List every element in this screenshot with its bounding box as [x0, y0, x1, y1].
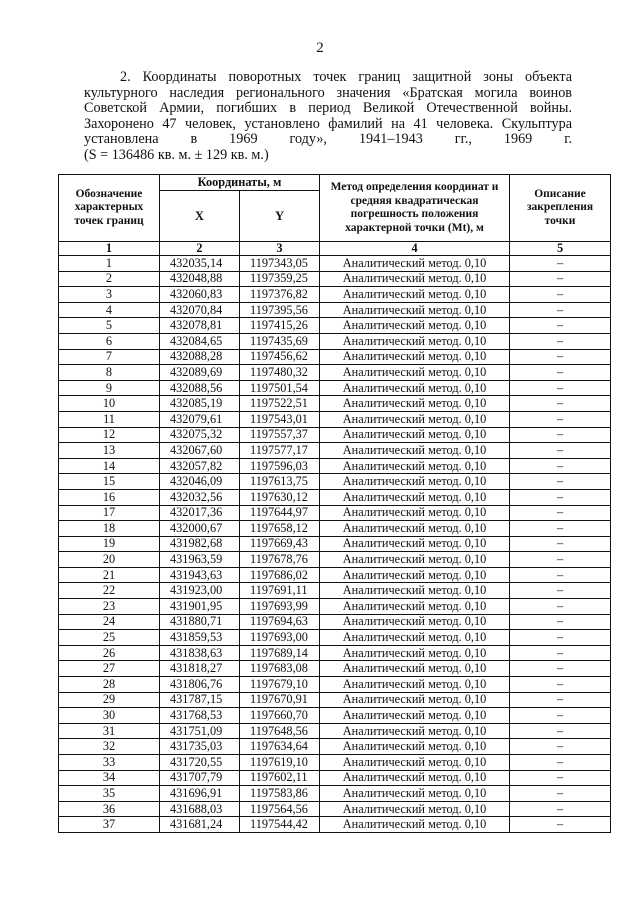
coord-y: 1197544,42 — [240, 817, 320, 833]
description-cell: – — [510, 708, 611, 724]
point-number: 22 — [59, 583, 160, 599]
coord-y: 1197694,63 — [240, 614, 320, 630]
coord-y: 1197679,10 — [240, 677, 320, 693]
point-number: 23 — [59, 599, 160, 615]
coord-x: 431707,79 — [160, 770, 240, 786]
point-number: 24 — [59, 614, 160, 630]
coord-x: 431751,09 — [160, 723, 240, 739]
coord-y: 1197686,02 — [240, 567, 320, 583]
header-x: X — [160, 191, 240, 242]
coord-y: 1197596,03 — [240, 458, 320, 474]
method-cell: Аналитический метод. 0,10 — [320, 739, 510, 755]
col-number: 4 — [320, 242, 510, 256]
coord-y: 1197359,25 — [240, 271, 320, 287]
coord-y: 1197343,05 — [240, 256, 320, 272]
coord-y: 1197415,26 — [240, 318, 320, 334]
point-number: 34 — [59, 770, 160, 786]
method-cell: Аналитический метод. 0,10 — [320, 489, 510, 505]
table-row — [59, 287, 611, 303]
coord-x: 432032,56 — [160, 489, 240, 505]
table-row — [59, 583, 611, 599]
point-number: 17 — [59, 505, 160, 521]
coord-y: 1197630,12 — [240, 489, 320, 505]
point-number: 19 — [59, 536, 160, 552]
coord-x: 431859,53 — [160, 630, 240, 646]
intro-paragraph — [84, 70, 572, 164]
coord-x: 432088,28 — [160, 349, 240, 365]
description-cell: – — [510, 661, 611, 677]
coord-x: 432070,84 — [160, 302, 240, 318]
description-cell: – — [510, 786, 611, 802]
description-cell: – — [510, 536, 611, 552]
point-number: 1 — [59, 256, 160, 272]
method-cell: Аналитический метод. 0,10 — [320, 583, 510, 599]
col-number: 5 — [510, 242, 611, 256]
point-number: 8 — [59, 365, 160, 381]
method-cell: Аналитический метод. 0,10 — [320, 677, 510, 693]
coord-y: 1197693,00 — [240, 630, 320, 646]
description-cell: – — [510, 552, 611, 568]
point-number: 15 — [59, 474, 160, 490]
point-number: 27 — [59, 661, 160, 677]
table-row — [59, 692, 611, 708]
point-number: 9 — [59, 380, 160, 396]
coord-y: 1197678,76 — [240, 552, 320, 568]
header-method: Метод определения координат и средняя квадратическая погрешность положения характерной точки (Мt), м — [320, 175, 510, 242]
point-number: 3 — [59, 287, 160, 303]
description-cell: – — [510, 287, 611, 303]
header-description: Описание закрепления точки — [510, 175, 611, 242]
method-cell: Аналитический метод. 0,10 — [320, 786, 510, 802]
table-row — [59, 614, 611, 630]
page-number: 2 — [316, 40, 324, 56]
point-number: 26 — [59, 645, 160, 661]
coord-x: 431768,53 — [160, 708, 240, 724]
description-cell: – — [510, 489, 611, 505]
method-cell: Аналитический метод. 0,10 — [320, 302, 510, 318]
table-row — [59, 427, 611, 443]
table-row — [59, 770, 611, 786]
point-number: 33 — [59, 755, 160, 771]
description-cell: – — [510, 505, 611, 521]
point-number: 25 — [59, 630, 160, 646]
method-cell: Аналитический метод. 0,10 — [320, 443, 510, 459]
method-cell: Аналитический метод. 0,10 — [320, 411, 510, 427]
point-number: 21 — [59, 567, 160, 583]
coord-x: 432067,60 — [160, 443, 240, 459]
description-cell: – — [510, 271, 611, 287]
table-row — [59, 599, 611, 615]
description-cell: – — [510, 692, 611, 708]
coord-x: 431787,15 — [160, 692, 240, 708]
point-number: 37 — [59, 817, 160, 833]
coord-y: 1197644,97 — [240, 505, 320, 521]
coord-x: 432060,83 — [160, 287, 240, 303]
coord-y: 1197395,56 — [240, 302, 320, 318]
header-y: Y — [240, 191, 320, 242]
description-cell: – — [510, 723, 611, 739]
description-cell: – — [510, 333, 611, 349]
table-row — [59, 380, 611, 396]
paragraph-line: (S = 136486 кв. м. ± 129 кв. м.) — [84, 146, 269, 163]
table-row — [59, 723, 611, 739]
table-row — [59, 443, 611, 459]
paragraph-line: 2. Координаты поворотных точек границ защитной зоны объекта — [120, 69, 572, 85]
table-row — [59, 489, 611, 505]
header-point: Обозначение характерных точек границ — [59, 175, 160, 242]
description-cell: – — [510, 801, 611, 817]
method-cell: Аналитический метод. 0,10 — [320, 505, 510, 521]
coord-y: 1197501,54 — [240, 380, 320, 396]
description-cell: – — [510, 521, 611, 537]
coord-x: 431982,68 — [160, 536, 240, 552]
paragraph-line: культурного наследия регионального значения «Братская могила воинов — [84, 84, 572, 101]
method-cell: Аналитический метод. 0,10 — [320, 271, 510, 287]
coord-x: 432048,88 — [160, 271, 240, 287]
point-number: 10 — [59, 396, 160, 412]
coord-x: 432046,09 — [160, 474, 240, 490]
point-number: 16 — [59, 489, 160, 505]
method-cell: Аналитический метод. 0,10 — [320, 770, 510, 786]
method-cell: Аналитический метод. 0,10 — [320, 661, 510, 677]
description-cell: – — [510, 817, 611, 833]
method-cell: Аналитический метод. 0,10 — [320, 817, 510, 833]
coord-x: 432088,56 — [160, 380, 240, 396]
method-cell: Аналитический метод. 0,10 — [320, 536, 510, 552]
point-number: 4 — [59, 302, 160, 318]
table-row — [59, 567, 611, 583]
description-cell: – — [510, 599, 611, 615]
col-number: 3 — [240, 242, 320, 256]
method-cell: Аналитический метод. 0,10 — [320, 723, 510, 739]
coord-x: 432078,81 — [160, 318, 240, 334]
method-cell: Аналитический метод. 0,10 — [320, 645, 510, 661]
point-number: 6 — [59, 333, 160, 349]
coord-x: 432089,69 — [160, 365, 240, 381]
description-cell: – — [510, 411, 611, 427]
table-row — [59, 521, 611, 537]
coord-y: 1197648,56 — [240, 723, 320, 739]
coord-x: 431806,76 — [160, 677, 240, 693]
coord-y: 1197634,64 — [240, 739, 320, 755]
paragraph-line: установлена в 1969 году», 1941–1943 гг., 1969 г. — [84, 131, 572, 148]
method-cell: Аналитический метод. 0,10 — [320, 333, 510, 349]
coord-y: 1197376,82 — [240, 287, 320, 303]
description-cell: – — [510, 380, 611, 396]
point-number: 2 — [59, 271, 160, 287]
coord-y: 1197619,10 — [240, 755, 320, 771]
coordinates-table — [58, 174, 611, 833]
table-row — [59, 552, 611, 568]
description-cell: – — [510, 458, 611, 474]
table-row — [59, 786, 611, 802]
table-row — [59, 739, 611, 755]
coord-y: 1197669,43 — [240, 536, 320, 552]
table-row — [59, 630, 611, 646]
description-cell: – — [510, 318, 611, 334]
description-cell: – — [510, 302, 611, 318]
coord-y: 1197577,17 — [240, 443, 320, 459]
description-cell: – — [510, 630, 611, 646]
coord-x: 432085,19 — [160, 396, 240, 412]
point-number: 7 — [59, 349, 160, 365]
coord-y: 1197480,32 — [240, 365, 320, 381]
point-number: 11 — [59, 411, 160, 427]
description-cell: – — [510, 427, 611, 443]
coord-y: 1197660,70 — [240, 708, 320, 724]
coord-y: 1197613,75 — [240, 474, 320, 490]
table-row — [59, 677, 611, 693]
point-number: 36 — [59, 801, 160, 817]
method-cell: Аналитический метод. 0,10 — [320, 474, 510, 490]
method-cell: Аналитический метод. 0,10 — [320, 396, 510, 412]
coord-x: 432000,67 — [160, 521, 240, 537]
coord-x: 432084,65 — [160, 333, 240, 349]
table-row — [59, 755, 611, 771]
description-cell: – — [510, 256, 611, 272]
point-number: 32 — [59, 739, 160, 755]
method-cell: Аналитический метод. 0,10 — [320, 692, 510, 708]
point-number: 28 — [59, 677, 160, 693]
method-cell: Аналитический метод. 0,10 — [320, 708, 510, 724]
coord-x: 432057,82 — [160, 458, 240, 474]
description-cell: – — [510, 770, 611, 786]
method-cell: Аналитический метод. 0,10 — [320, 801, 510, 817]
method-cell: Аналитический метод. 0,10 — [320, 630, 510, 646]
description-cell: – — [510, 365, 611, 381]
method-cell: Аналитический метод. 0,10 — [320, 599, 510, 615]
coord-x: 431923,00 — [160, 583, 240, 599]
method-cell: Аналитический метод. 0,10 — [320, 256, 510, 272]
table-row — [59, 396, 611, 412]
table-row — [59, 474, 611, 490]
coord-x: 432017,36 — [160, 505, 240, 521]
method-cell: Аналитический метод. 0,10 — [320, 427, 510, 443]
point-number: 18 — [59, 521, 160, 537]
method-cell: Аналитический метод. 0,10 — [320, 380, 510, 396]
table-row — [59, 302, 611, 318]
table-row — [59, 256, 611, 272]
point-number: 20 — [59, 552, 160, 568]
point-number: 29 — [59, 692, 160, 708]
table-row — [59, 318, 611, 334]
description-cell: – — [510, 349, 611, 365]
col-number: 2 — [160, 242, 240, 256]
description-cell: – — [510, 614, 611, 630]
coord-y: 1197693,99 — [240, 599, 320, 615]
coord-x: 432035,14 — [160, 256, 240, 272]
description-cell: – — [510, 396, 611, 412]
coord-x: 431720,55 — [160, 755, 240, 771]
coord-y: 1197456,62 — [240, 349, 320, 365]
table-body — [59, 256, 611, 833]
table-row — [59, 349, 611, 365]
method-cell: Аналитический метод. 0,10 — [320, 318, 510, 334]
coord-y: 1197691,11 — [240, 583, 320, 599]
table-row — [59, 411, 611, 427]
coord-x: 431880,71 — [160, 614, 240, 630]
coord-y: 1197583,86 — [240, 786, 320, 802]
description-cell: – — [510, 474, 611, 490]
coord-x: 431963,59 — [160, 552, 240, 568]
table-row — [59, 536, 611, 552]
coord-x: 432075,32 — [160, 427, 240, 443]
header-coords: Координаты, м — [160, 175, 320, 191]
description-cell: – — [510, 739, 611, 755]
paragraph-line: Советской Армии, погибших в период Великой Отечественной войны. — [84, 100, 572, 117]
coord-y: 1197658,12 — [240, 521, 320, 537]
method-cell: Аналитический метод. 0,10 — [320, 287, 510, 303]
coord-y: 1197564,56 — [240, 801, 320, 817]
coord-x: 432079,61 — [160, 411, 240, 427]
description-cell: – — [510, 443, 611, 459]
description-cell: – — [510, 755, 611, 771]
description-cell: – — [510, 567, 611, 583]
table-row — [59, 333, 611, 349]
coord-y: 1197689,14 — [240, 645, 320, 661]
coord-x: 431735,03 — [160, 739, 240, 755]
coord-y: 1197683,08 — [240, 661, 320, 677]
method-cell: Аналитический метод. 0,10 — [320, 614, 510, 630]
point-number: 30 — [59, 708, 160, 724]
table-row — [59, 708, 611, 724]
method-cell: Аналитический метод. 0,10 — [320, 755, 510, 771]
description-cell: – — [510, 583, 611, 599]
table-row — [59, 645, 611, 661]
table-row — [59, 365, 611, 381]
point-number: 14 — [59, 458, 160, 474]
table-row — [59, 661, 611, 677]
coord-y: 1197522,51 — [240, 396, 320, 412]
coord-x: 431943,63 — [160, 567, 240, 583]
method-cell: Аналитический метод. 0,10 — [320, 349, 510, 365]
table-row — [59, 505, 611, 521]
method-cell: Аналитический метод. 0,10 — [320, 365, 510, 381]
method-cell: Аналитический метод. 0,10 — [320, 458, 510, 474]
method-cell: Аналитический метод. 0,10 — [320, 552, 510, 568]
point-number: 12 — [59, 427, 160, 443]
point-number: 5 — [59, 318, 160, 334]
coord-y: 1197435,69 — [240, 333, 320, 349]
description-cell: – — [510, 677, 611, 693]
coord-x: 431681,24 — [160, 817, 240, 833]
coord-y: 1197670,91 — [240, 692, 320, 708]
point-number: 35 — [59, 786, 160, 802]
coord-y: 1197602,11 — [240, 770, 320, 786]
method-cell: Аналитический метод. 0,10 — [320, 521, 510, 537]
description-cell: – — [510, 645, 611, 661]
coord-y: 1197557,37 — [240, 427, 320, 443]
coord-x: 431838,63 — [160, 645, 240, 661]
coord-x: 431901,95 — [160, 599, 240, 615]
paragraph-line: Захоронено 47 человек, установлено фамилий на 41 человека. Скульптура — [84, 115, 572, 132]
point-number: 13 — [59, 443, 160, 459]
col-number: 1 — [59, 242, 160, 256]
method-cell: Аналитический метод. 0,10 — [320, 567, 510, 583]
point-number: 31 — [59, 723, 160, 739]
table-row — [59, 801, 611, 817]
table-row — [59, 817, 611, 833]
coord-y: 1197543,01 — [240, 411, 320, 427]
table-row — [59, 271, 611, 287]
coord-x: 431696,91 — [160, 786, 240, 802]
coord-x: 431688,03 — [160, 801, 240, 817]
coord-x: 431818,27 — [160, 661, 240, 677]
table-row — [59, 458, 611, 474]
